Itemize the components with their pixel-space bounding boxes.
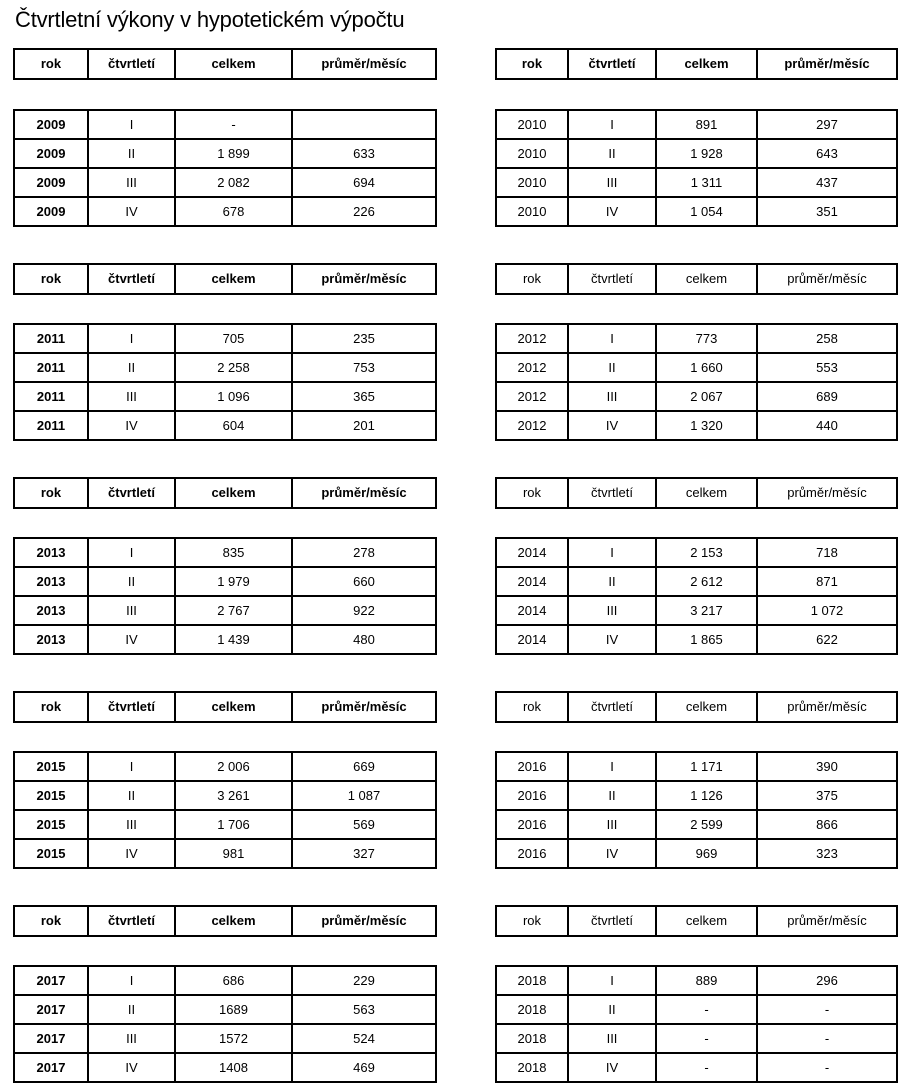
year-cell: 2013 [14,538,88,567]
column-header: celkem [656,478,757,508]
table-row [14,110,436,139]
header-table [13,905,437,937]
quarter-cell: II [568,353,656,382]
table-row [496,538,897,567]
year-cell: 2011 [14,411,88,440]
year-cell: 2016 [496,810,568,839]
quarter-cell: IV [568,839,656,868]
monthly-average-cell: 563 [292,995,436,1024]
monthly-average-cell: 524 [292,1024,436,1053]
total-cell: 2 258 [175,353,292,382]
column-header: průměr/měsíc [757,906,897,936]
quarter-cell: I [568,966,656,995]
data-table [13,965,437,1083]
column-header: čtvrtletí [88,49,175,79]
total-cell: 2 006 [175,752,292,781]
header-row [14,478,436,508]
monthly-average-cell: 296 [757,966,897,995]
table-row [496,995,897,1024]
year-cell: 2014 [496,567,568,596]
monthly-average-cell: 437 [757,168,897,197]
total-cell: 1 096 [175,382,292,411]
total-cell: 678 [175,197,292,226]
column-header: rok [14,478,88,508]
table-row [496,411,897,440]
column-header: čtvrtletí [88,906,175,936]
monthly-average-cell: 694 [292,168,436,197]
column-header: celkem [175,906,292,936]
column-header: rok [14,264,88,294]
table-row [14,567,436,596]
monthly-average-cell: 569 [292,810,436,839]
total-cell: - [656,1053,757,1082]
year-cell: 2010 [496,197,568,226]
monthly-average-cell: 323 [757,839,897,868]
year-cell: 2014 [496,596,568,625]
year-cell: 2018 [496,995,568,1024]
table-row [14,995,436,1024]
data-table [495,965,898,1083]
total-cell: 1689 [175,995,292,1024]
quarter-cell: II [568,781,656,810]
table-row [496,567,897,596]
column-header: čtvrtletí [568,478,656,508]
column-header: čtvrtletí [568,692,656,722]
column-header: čtvrtletí [88,264,175,294]
column-header: rok [14,49,88,79]
monthly-average-cell: 871 [757,567,897,596]
quarter-cell: III [88,596,175,625]
total-cell: 3 261 [175,781,292,810]
total-cell: 2 767 [175,596,292,625]
quarter-cell: II [88,353,175,382]
monthly-average-cell: - [757,995,897,1024]
quarter-cell: II [88,139,175,168]
quarter-cell: I [88,324,175,353]
year-cell: 2014 [496,538,568,567]
year-cell: 2016 [496,781,568,810]
table-row [496,168,897,197]
monthly-average-cell: 689 [757,382,897,411]
quarter-cell: III [88,810,175,839]
data-table [495,323,898,441]
column-header: průměr/měsíc [292,264,436,294]
column-header: rok [496,49,568,79]
total-cell: 3 217 [656,596,757,625]
table-row [14,810,436,839]
table-row [14,966,436,995]
monthly-average-cell: 297 [757,110,897,139]
total-cell: 891 [656,110,757,139]
quarter-cell: IV [568,411,656,440]
quarter-cell: IV [88,625,175,654]
quarter-cell: I [88,110,175,139]
monthly-average-cell: 669 [292,752,436,781]
quarter-cell: III [568,810,656,839]
header-row [496,478,897,508]
column-header: průměr/měsíc [757,692,897,722]
data-table [495,751,898,869]
column-header: čtvrtletí [568,264,656,294]
year-cell: 2014 [496,625,568,654]
monthly-average-cell: 351 [757,197,897,226]
quarter-cell: III [568,596,656,625]
quarter-cell: II [88,567,175,596]
header-row [14,692,436,722]
column-header: průměr/měsíc [757,49,897,79]
quarter-cell: I [88,538,175,567]
monthly-average-cell: 201 [292,411,436,440]
total-cell: 2 082 [175,168,292,197]
total-cell: 2 599 [656,810,757,839]
table-row [496,781,897,810]
monthly-average-cell: 258 [757,324,897,353]
total-cell: 1 865 [656,625,757,654]
header-table [495,691,898,723]
year-cell: 2012 [496,382,568,411]
table-row [496,197,897,226]
table-row [496,324,897,353]
monthly-average-cell: 643 [757,139,897,168]
year-cell: 2015 [14,752,88,781]
total-cell: 969 [656,839,757,868]
header-row [14,264,436,294]
column-header: průměr/měsíc [757,264,897,294]
header-table [495,48,898,80]
monthly-average-cell: 327 [292,839,436,868]
column-header: průměr/měsíc [292,49,436,79]
year-cell: 2015 [14,781,88,810]
quarter-cell: III [88,1024,175,1053]
total-cell: - [656,1024,757,1053]
year-cell: 2009 [14,110,88,139]
table-row [496,139,897,168]
quarter-cell: I [568,752,656,781]
monthly-average-cell: 365 [292,382,436,411]
column-header: celkem [175,49,292,79]
total-cell: 1 706 [175,810,292,839]
total-cell: 1572 [175,1024,292,1053]
monthly-average-cell: 922 [292,596,436,625]
quarter-cell: IV [568,197,656,226]
year-cell: 2015 [14,839,88,868]
total-cell: 1408 [175,1053,292,1082]
header-table [495,477,898,509]
column-header: rok [496,906,568,936]
table-row [496,110,897,139]
header-table [13,48,437,80]
table-row [496,810,897,839]
total-cell: - [656,995,757,1024]
column-header: průměr/měsíc [757,478,897,508]
quarter-cell: I [88,752,175,781]
data-table [495,109,898,227]
quarter-cell: I [568,538,656,567]
quarter-cell: III [568,1024,656,1053]
table-row [496,625,897,654]
monthly-average-cell: 440 [757,411,897,440]
year-cell: 2016 [496,839,568,868]
total-cell: 604 [175,411,292,440]
total-cell: 981 [175,839,292,868]
total-cell: 2 612 [656,567,757,596]
total-cell: 835 [175,538,292,567]
year-cell: 2009 [14,139,88,168]
year-cell: 2009 [14,168,88,197]
table-row [14,197,436,226]
column-header: průměr/měsíc [292,692,436,722]
quarter-cell: II [88,781,175,810]
total-cell: 1 311 [656,168,757,197]
column-header: celkem [175,478,292,508]
table-row [496,752,897,781]
column-header: čtvrtletí [88,692,175,722]
monthly-average-cell: 718 [757,538,897,567]
year-cell: 2015 [14,810,88,839]
monthly-average-cell: 480 [292,625,436,654]
table-row [14,752,436,781]
column-header: čtvrtletí [568,906,656,936]
table-row [496,596,897,625]
column-header: celkem [175,692,292,722]
year-cell: 2010 [496,139,568,168]
column-header: celkem [656,49,757,79]
column-header: průměr/měsíc [292,906,436,936]
table-row [496,353,897,382]
year-cell: 2016 [496,752,568,781]
quarter-cell: II [88,995,175,1024]
total-cell: 1 126 [656,781,757,810]
table-row [496,839,897,868]
header-table [495,905,898,937]
monthly-average-cell: 229 [292,966,436,995]
table-row [14,324,436,353]
column-header: čtvrtletí [88,478,175,508]
table-row [14,1024,436,1053]
table-row [14,353,436,382]
header-row [496,692,897,722]
total-cell: 2 153 [656,538,757,567]
column-header: rok [496,478,568,508]
year-cell: 2013 [14,596,88,625]
column-header: čtvrtletí [568,49,656,79]
quarter-cell: II [568,995,656,1024]
table-row [14,168,436,197]
column-header: průměr/měsíc [292,478,436,508]
column-header: rok [496,692,568,722]
total-cell: 1 171 [656,752,757,781]
quarter-cell: I [88,966,175,995]
monthly-average-cell: 633 [292,139,436,168]
column-header: rok [496,264,568,294]
total-cell: 1 979 [175,567,292,596]
year-cell: 2017 [14,1053,88,1082]
monthly-average-cell: 390 [757,752,897,781]
year-cell: 2017 [14,1024,88,1053]
year-cell: 2012 [496,353,568,382]
total-cell: 773 [656,324,757,353]
monthly-average-cell: 622 [757,625,897,654]
header-row [14,906,436,936]
quarter-cell: IV [88,411,175,440]
quarter-cell: I [568,110,656,139]
data-table [495,537,898,655]
total-cell: 686 [175,966,292,995]
table-row [14,382,436,411]
table-row [496,1024,897,1053]
monthly-average-cell: 753 [292,353,436,382]
quarter-cell: IV [88,839,175,868]
year-cell: 2013 [14,567,88,596]
total-cell: 1 439 [175,625,292,654]
table-row [496,1053,897,1082]
total-cell: 889 [656,966,757,995]
column-header: rok [14,906,88,936]
quarter-cell: IV [568,625,656,654]
table-row [14,139,436,168]
year-cell: 2010 [496,168,568,197]
column-header: celkem [656,264,757,294]
header-row [496,264,897,294]
monthly-average-cell: 866 [757,810,897,839]
year-cell: 2018 [496,966,568,995]
monthly-average-cell: 1 072 [757,596,897,625]
column-header: celkem [656,906,757,936]
table-row [14,538,436,567]
year-cell: 2012 [496,324,568,353]
quarter-cell: IV [568,1053,656,1082]
quarter-cell: II [568,567,656,596]
total-cell: 1 928 [656,139,757,168]
year-cell: 2013 [14,625,88,654]
quarter-cell: III [568,168,656,197]
header-table [13,691,437,723]
quarter-cell: I [568,324,656,353]
table-row [14,839,436,868]
quarter-cell: IV [88,197,175,226]
header-row [14,49,436,79]
year-cell: 2018 [496,1053,568,1082]
data-table [13,537,437,655]
monthly-average-cell: 226 [292,197,436,226]
header-table [13,263,437,295]
table-row [14,1053,436,1082]
year-cell: 2017 [14,966,88,995]
year-cell: 2011 [14,324,88,353]
year-cell: 2010 [496,110,568,139]
table-row [496,382,897,411]
year-cell: 2011 [14,353,88,382]
monthly-average-cell: - [757,1053,897,1082]
year-cell: 2011 [14,382,88,411]
quarter-cell: II [568,139,656,168]
table-row [14,411,436,440]
year-cell: 2017 [14,995,88,1024]
monthly-average-cell [292,110,436,139]
quarter-cell: III [568,382,656,411]
year-cell: 2009 [14,197,88,226]
total-cell: 2 067 [656,382,757,411]
year-cell: 2012 [496,411,568,440]
total-cell: 1 054 [656,197,757,226]
table-row [14,625,436,654]
total-cell: - [175,110,292,139]
column-header: rok [14,692,88,722]
total-cell: 705 [175,324,292,353]
column-header: celkem [175,264,292,294]
monthly-average-cell: 278 [292,538,436,567]
total-cell: 1 660 [656,353,757,382]
header-row [496,49,897,79]
column-header: celkem [656,692,757,722]
quarter-cell: III [88,382,175,411]
data-table [13,109,437,227]
monthly-average-cell: 469 [292,1053,436,1082]
table-row [14,781,436,810]
quarter-cell: IV [88,1053,175,1082]
monthly-average-cell: 553 [757,353,897,382]
header-table [13,477,437,509]
header-table [495,263,898,295]
quarter-cell: III [88,168,175,197]
table-row [14,596,436,625]
data-table [13,323,437,441]
monthly-average-cell: 1 087 [292,781,436,810]
total-cell: 1 320 [656,411,757,440]
monthly-average-cell: 235 [292,324,436,353]
table-row [496,966,897,995]
total-cell: 1 899 [175,139,292,168]
monthly-average-cell: 660 [292,567,436,596]
monthly-average-cell: - [757,1024,897,1053]
header-row [496,906,897,936]
data-table [13,751,437,869]
year-cell: 2018 [496,1024,568,1053]
monthly-average-cell: 375 [757,781,897,810]
page-title: Čtvrtletní výkony v hypotetickém výpočtu [15,7,405,32]
